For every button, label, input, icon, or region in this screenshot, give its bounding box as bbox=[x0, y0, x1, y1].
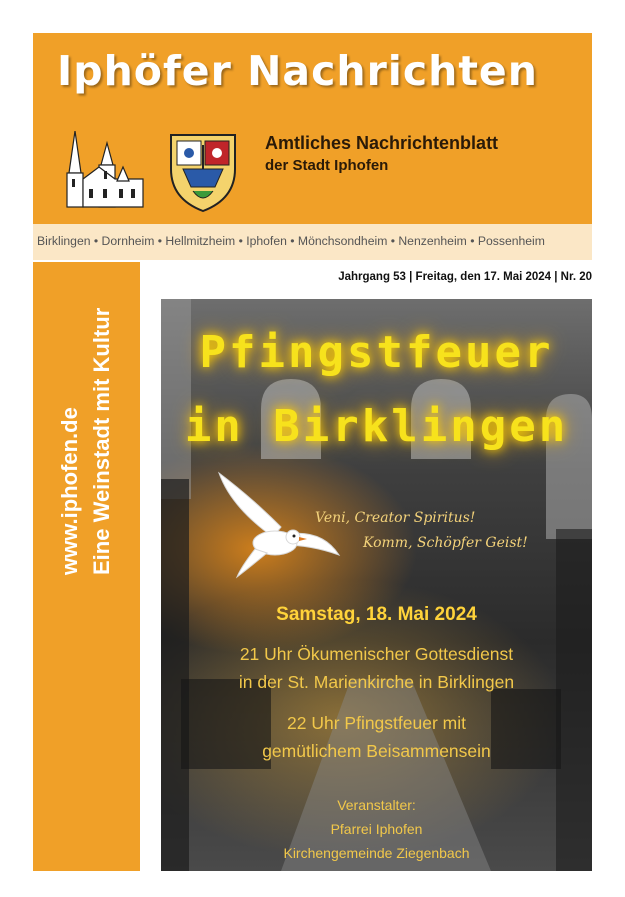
church-interior-image bbox=[161, 299, 592, 871]
poster-date: Samstag, 18. Mai 2024 bbox=[276, 604, 477, 625]
places-list: Birklingen • Dornheim • Hellmitzheim • Iphofen • Mönchsondheim • Nenzenheim • Possenheim bbox=[37, 234, 545, 248]
sidebar-slogan: Eine Weinstadt mit Kultur bbox=[89, 307, 114, 575]
poster-event2-line1: 22 Uhr Pfingstfeuer mit bbox=[287, 713, 466, 733]
poster-organizer-label: Veranstalter: bbox=[337, 797, 416, 813]
coat-of-arms-icon bbox=[163, 129, 243, 213]
event-poster bbox=[161, 299, 592, 871]
poster-title-line1: Pfingstfeuer bbox=[199, 327, 554, 378]
poster-event2-line2: gemütlichem Beisammensein bbox=[262, 741, 491, 761]
issue-line: Jahrgang 53 | Freitag, den 17. Mai 2024 | Nr. 20 bbox=[338, 271, 592, 283]
places-bar bbox=[33, 224, 592, 260]
sidebar-url[interactable]: www.iphofen.de bbox=[57, 407, 82, 575]
poster-event1-line2: in der St. Marienkirche in Birklingen bbox=[238, 672, 515, 692]
subtitle-official: Amtliches Nachrichtenblatt bbox=[265, 133, 499, 153]
sidebar-vertical-text bbox=[54, 308, 118, 575]
poster-event1-line1: 21 Uhr Ökumenischer Gottesdienst bbox=[239, 644, 514, 664]
poster-title-line2: in Birklingen bbox=[184, 401, 569, 452]
masthead-title: Iphöfer Nachrichten bbox=[57, 47, 538, 95]
subtitle-city: der Stadt Iphofen bbox=[265, 157, 389, 174]
masthead-header bbox=[33, 33, 592, 224]
poster-latin-verse: Veni, Creator Spiritus! bbox=[315, 510, 476, 526]
poster-organizer-2: Kirchengemeinde Ziegenbach bbox=[283, 845, 470, 861]
poster-german-verse: Komm, Schöpfer Geist! bbox=[363, 535, 528, 551]
poster-organizer-1: Pfarrei Iphofen bbox=[330, 821, 423, 837]
church-icon bbox=[57, 131, 147, 211]
